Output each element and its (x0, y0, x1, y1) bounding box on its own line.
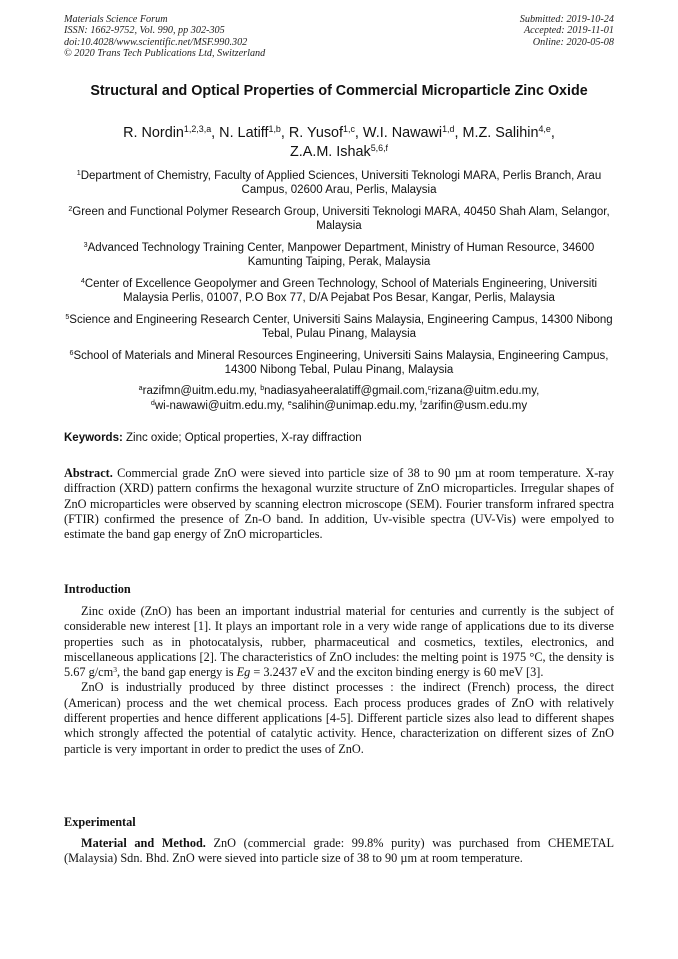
abstract-text: Commercial grade ZnO were sieved into particle size of 38 to 90 µm at room temperature. X-ray diffraction (XRD) pattern confirms the hexagonal wurzite structure of ZnO microparticles. Irregular shapes of ZnO microparticles were observed by scanning electron microscope (SEM). Fourier transform infrared spectra (FTIR) confirmed the presence of Zn-O band. In addition, Uv-visible spectra (UV-Vis) were empolyed to estimate the band gap energy of ZnO microparticles. (64, 466, 614, 542)
affiliation: $^5$Science and Engineering Research Center, Universiti Sains Malaysia, Engineering Campus, 14300 Nibong Tebal, Pulau Pinang, Malaysia (65, 312, 613, 340)
email[interactable]: $^f$zarifin@usm.edu.my (420, 399, 528, 413)
email[interactable]: $^e$salihin@unimap.edu.my, (287, 399, 421, 413)
affiliation: $^1$Department of Chemistry, Faculty of Applied Sciences, Universiti Teknologi MARA, Perlis Branch, Arau Campus, 02600 Arau, Perlis, Malaysia (76, 169, 602, 197)
author: R. Yusof$^{1,c}$, (288, 124, 363, 141)
author-list (64, 124, 614, 161)
submitted-date: Submitted: 2019-10-24 (519, 14, 614, 25)
journal-issn: ISSN: 1662-9752, Vol. 990, pp 302-305 (64, 25, 225, 37)
journal-header (64, 14, 265, 60)
experimental-body (64, 836, 614, 867)
keywords-text: Zinc oxide; Optical properties, X-ray diffraction (122, 432, 362, 444)
email[interactable]: $^a$razifmn@uitm.edu.my, (138, 384, 261, 398)
affiliation: $^3$Advanced Technology Training Center, Manpower Department, Ministry of Human Resource, 34600 Kamunting Taiping, Perak, Malaysia (83, 240, 595, 269)
paragraph: Zinc oxide (ZnO) has been an important industrial material for centuries and currently is the subject of considerable new interest [1]. It plays an important role in a very wide range of applications due to its diverse properties such as in photocatalysis, rubber, pharmaceutical and cosmetics, textiles, electronics, and miscellaneous applications [2]. The characteristics of ZnO includes: the melting point is 1975 °C, the density is 5.67 $g/cm^3$, the band gap energy is Eg = 3.2437 eV and the exciton binding energy is 60 meV [3]. (64, 604, 614, 680)
author: Z.A.M. Ishak$^{5,6,f}$ (289, 142, 389, 160)
author: R. Nordin$^{1,2,3,a}$, (123, 124, 220, 141)
paragraph: Material and Method. ZnO (commercial grade: 99.8% purity) was purchased from CHEMETAL (Malaysia) Sdn. Bhd. ZnO were sieved into particle size of 38 to 90 µm at room temperature. (64, 836, 614, 866)
affiliation: $^4$Center of Excellence Geopolymer and Green Technology, School of Materials Engineering, Universiti Malaysia Perlis, 01007, P.O Box 77, D/A Pejabat Pos Besar, Kangar, Perlis, Malaysia (80, 276, 598, 304)
experimental-heading: Experimental (64, 815, 136, 829)
affiliation: $^2$Green and Functional Polymer Research Group, Universiti Teknologi MARA, 40450 Shah Alam, Selangor, Malaysia (68, 205, 610, 233)
email[interactable]: $^d$wi-nawawi@uitm.edu.my, (150, 399, 288, 413)
email[interactable]: $^b$nadiasyaheeralatiff@gmail.com, (260, 384, 428, 398)
introduction-body (64, 604, 614, 757)
keywords-label: Keywords: (64, 432, 123, 444)
affiliations (64, 169, 614, 414)
author: N. Latiff$^{1,b}$, (219, 124, 289, 141)
author: M.Z. Salihin$^{4,e}$, (462, 124, 555, 141)
email[interactable]: $^c$rizana@uitm.edu.my, (427, 384, 540, 398)
affiliation: $^6$School of Materials and Mineral Resources Engineering, Universiti Sains Malaysia, Engineering Campus, 14300 Nibong Tebal, Pulau Pinang, Malaysia (69, 348, 609, 376)
author: W.I. Nawawi$^{1,d}$, (362, 124, 463, 141)
abstract-label: Abstract. (64, 466, 113, 480)
journal-name: Materials Science Forum (64, 14, 168, 25)
dates-header (520, 14, 614, 48)
paper-title: Structural and Optical Properties of Commercial Microparticle Zinc Oxide (90, 83, 588, 99)
abstract (64, 466, 614, 542)
accepted-date: Accepted: 2019-11-01 (523, 25, 614, 37)
keywords (64, 432, 614, 444)
online-date: Online: 2020-05-08 (532, 36, 614, 48)
method-lead: Material and Method. (81, 836, 206, 850)
paragraph: ZnO is industrially produced by three distinct processes : the indirect (French) process, the direct (American) process and the wet chemical process. Each process produces grades of ZnO with relatively different properties and hence different applications [4-5]. Different particle sizes also lead to different shapes which strongly affected the potential of catalytic activity. Hence, characterization on different sizes of ZnO particle is very important in order to predict the uses of ZnO. (64, 680, 614, 756)
journal-doi[interactable]: doi:10.4028/www.scientific.net/MSF.990.302 (64, 36, 248, 48)
email-list (64, 384, 614, 414)
introduction-heading: Introduction (64, 582, 131, 596)
journal-copyright: © 2020 Trans Tech Publications Ltd, Switzerland (64, 48, 266, 60)
